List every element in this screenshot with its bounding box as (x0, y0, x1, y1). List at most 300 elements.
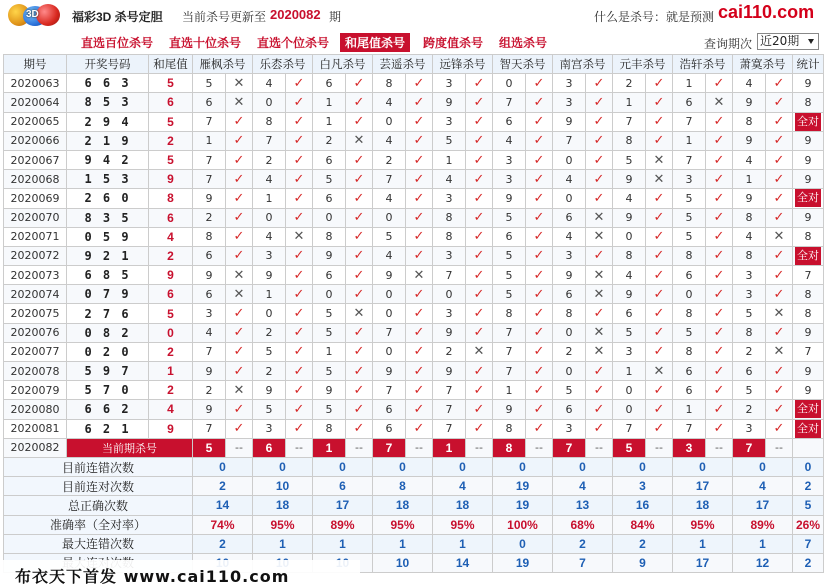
kill-value-cell: 8 (613, 246, 646, 265)
kill-value-cell: 5 (253, 342, 286, 361)
cross-icon: ✕ (586, 285, 613, 304)
table-row (4, 381, 824, 400)
kill-value-cell: 2 (193, 208, 226, 227)
header-row (4, 55, 824, 74)
kill-value-cell: 7 (373, 170, 406, 189)
tab-bar (0, 30, 824, 54)
kill-value-cell: 9 (733, 131, 766, 150)
check-icon: ✓ (286, 304, 313, 323)
current-kill-dash: -- (766, 438, 793, 457)
stats-value: 68% (553, 515, 613, 534)
check-icon: ✓ (526, 266, 553, 285)
check-icon: ✓ (526, 170, 553, 189)
kill-value-cell: 0 (253, 93, 286, 112)
kill-value-cell: 9 (193, 400, 226, 419)
kill-value-cell: 2 (193, 381, 226, 400)
draw-number-cell: 6 8 5 (67, 266, 149, 285)
tab-tens-kill[interactable]: 直选十位杀号 (169, 36, 242, 50)
kill-value-cell: 8 (493, 419, 526, 438)
stat-count-cell: 8 (793, 93, 824, 112)
kill-value-cell: 3 (253, 419, 286, 438)
check-icon: ✓ (346, 208, 373, 227)
check-icon: ✓ (466, 246, 493, 265)
check-icon: ✓ (466, 74, 493, 93)
column-header: 白凡杀号 (313, 55, 373, 74)
kill-value-cell: 5 (673, 323, 706, 342)
kill-value-cell: 9 (253, 381, 286, 400)
kill-value-cell: 2 (373, 150, 406, 169)
stat-count-cell (793, 189, 824, 208)
draw-number-cell: 0 8 2 (67, 323, 149, 342)
check-icon: ✓ (466, 400, 493, 419)
period-cell: 2020077 (4, 342, 67, 361)
stat-count-cell (793, 419, 824, 438)
table-row (4, 266, 824, 285)
check-icon: ✓ (466, 131, 493, 150)
current-kill-label: 当前期杀号 (67, 438, 193, 457)
check-icon: ✓ (346, 170, 373, 189)
check-icon: ✓ (766, 400, 793, 419)
stats-value: 14 (193, 496, 253, 515)
check-icon: ✓ (586, 419, 613, 438)
check-icon: ✓ (586, 74, 613, 93)
check-icon: ✓ (766, 112, 793, 131)
stats-value: 74% (193, 515, 253, 534)
check-icon: ✓ (766, 131, 793, 150)
stat-count-cell: 9 (793, 74, 824, 93)
check-icon: ✓ (706, 342, 733, 361)
kill-value-cell: 7 (673, 112, 706, 131)
sum-tail-cell: 6 (149, 285, 193, 304)
kill-value-cell: 0 (253, 304, 286, 323)
table-row (4, 419, 824, 438)
check-icon: ✓ (586, 150, 613, 169)
sum-tail-cell: 2 (149, 381, 193, 400)
stats-value: 18 (253, 496, 313, 515)
sum-tail-cell: 9 (149, 419, 193, 438)
kill-value-cell: 6 (673, 93, 706, 112)
all-correct-badge: 全对 (795, 113, 821, 131)
current-kill-dash: -- (706, 438, 733, 457)
stats-total: 2 (793, 553, 824, 572)
kill-value-cell: 5 (493, 266, 526, 285)
check-icon: ✓ (586, 112, 613, 131)
period-select-value: 近20期 (760, 34, 800, 48)
check-icon: ✓ (286, 419, 313, 438)
kill-value-cell: 7 (673, 419, 706, 438)
period-cell: 2020065 (4, 112, 67, 131)
check-icon: ✓ (226, 227, 253, 246)
stats-row (4, 515, 824, 534)
cross-icon: ✕ (646, 362, 673, 381)
stats-value: 0 (253, 457, 313, 476)
table-row (4, 74, 824, 93)
current-period-cell: 2020082 (4, 438, 67, 457)
stat-count-cell: 8 (793, 227, 824, 246)
kill-value-cell: 5 (313, 400, 346, 419)
check-icon: ✓ (406, 227, 433, 246)
stat-count-cell (793, 246, 824, 265)
draw-number-cell: 6 6 3 (67, 74, 149, 93)
kill-value-cell: 6 (313, 266, 346, 285)
check-icon: ✓ (406, 285, 433, 304)
kill-value-cell: 0 (613, 381, 646, 400)
current-kill-value: 5 (613, 438, 646, 457)
current-stat-cell (793, 438, 824, 457)
kill-value-cell: 4 (373, 189, 406, 208)
stat-count-cell: 9 (793, 150, 824, 169)
stat-count-cell: 8 (793, 285, 824, 304)
check-icon: ✓ (406, 74, 433, 93)
draw-number-cell: 8 5 3 (67, 93, 149, 112)
table-row (4, 227, 824, 246)
current-kill-value: 6 (253, 438, 286, 457)
check-icon: ✓ (586, 131, 613, 150)
check-icon: ✓ (766, 74, 793, 93)
check-icon: ✓ (706, 150, 733, 169)
kill-value-cell: 7 (193, 150, 226, 169)
check-icon: ✓ (526, 304, 553, 323)
sum-tail-cell: 6 (149, 208, 193, 227)
period-cell: 2020073 (4, 266, 67, 285)
tab-hundreds-kill[interactable]: 直选百位杀号 (81, 36, 154, 50)
check-icon: ✓ (646, 285, 673, 304)
stats-total: 0 (793, 457, 824, 476)
stats-value: 0 (193, 457, 253, 476)
all-correct-badge: 全对 (795, 247, 821, 265)
kill-number-table (3, 54, 824, 573)
kill-value-cell: 2 (433, 342, 466, 361)
draw-number-cell: 6 6 2 (67, 400, 149, 419)
kill-value-cell: 0 (373, 342, 406, 361)
kill-value-cell: 5 (313, 362, 346, 381)
kill-value-cell: 9 (493, 189, 526, 208)
cross-icon: ✕ (346, 131, 373, 150)
period-cell: 2020067 (4, 150, 67, 169)
kill-value-cell: 1 (733, 170, 766, 189)
check-icon: ✓ (586, 381, 613, 400)
kill-value-cell: 2 (613, 74, 646, 93)
cross-icon: ✕ (226, 74, 253, 93)
check-icon: ✓ (466, 208, 493, 227)
check-icon: ✓ (346, 93, 373, 112)
kill-value-cell: 0 (553, 323, 586, 342)
all-correct-badge: 全对 (795, 400, 821, 418)
kill-value-cell: 9 (553, 112, 586, 131)
check-icon: ✓ (226, 112, 253, 131)
kill-value-cell: 5 (733, 304, 766, 323)
kill-value-cell: 7 (613, 419, 646, 438)
check-icon: ✓ (646, 131, 673, 150)
stat-count-cell: 7 (793, 266, 824, 285)
check-icon: ✓ (406, 342, 433, 361)
check-icon: ✓ (466, 304, 493, 323)
table-row (4, 93, 824, 112)
stats-value: 7 (553, 553, 613, 572)
kill-value-cell: 4 (493, 131, 526, 150)
tab-units-kill[interactable]: 直选个位杀号 (257, 36, 330, 50)
check-icon: ✓ (286, 362, 313, 381)
current-kill-dash: -- (646, 438, 673, 457)
stats-value: 1 (253, 534, 313, 553)
check-icon: ✓ (646, 189, 673, 208)
stats-total: 7 (793, 534, 824, 553)
check-icon: ✓ (526, 131, 553, 150)
stats-value: 19 (493, 496, 553, 515)
kill-value-cell: 7 (193, 170, 226, 189)
check-icon: ✓ (226, 170, 253, 189)
stats-value: 6 (313, 477, 373, 496)
current-kill-value: 7 (553, 438, 586, 457)
stats-value: 89% (313, 515, 373, 534)
cross-icon: ✕ (766, 227, 793, 246)
check-icon: ✓ (766, 381, 793, 400)
kill-value-cell: 8 (733, 323, 766, 342)
check-icon: ✓ (766, 189, 793, 208)
check-icon: ✓ (286, 189, 313, 208)
current-kill-value: 7 (373, 438, 406, 457)
period-cell: 2020072 (4, 246, 67, 265)
query-label: 查询期次 (704, 37, 753, 51)
check-icon: ✓ (466, 381, 493, 400)
period-cell: 2020068 (4, 170, 67, 189)
check-icon: ✓ (466, 170, 493, 189)
kill-value-cell: 6 (373, 419, 406, 438)
help-text: 什么是杀号：就是预测 (594, 10, 715, 24)
kill-value-cell: 5 (313, 304, 346, 323)
stats-label: 总正确次数 (4, 496, 193, 515)
kill-value-cell: 5 (673, 208, 706, 227)
stats-value: 0 (733, 457, 793, 476)
stats-value: 17 (673, 477, 733, 496)
current-kill-dash: -- (226, 438, 253, 457)
kill-value-cell: 3 (433, 304, 466, 323)
check-icon: ✓ (346, 227, 373, 246)
sum-tail-cell: 5 (149, 304, 193, 323)
tab-group-kill[interactable]: 组选杀号 (499, 36, 548, 50)
table-row (4, 304, 824, 323)
period-cell: 2020076 (4, 323, 67, 342)
kill-value-cell: 7 (433, 266, 466, 285)
stats-row (4, 496, 824, 515)
check-icon: ✓ (706, 266, 733, 285)
check-icon: ✓ (646, 246, 673, 265)
stat-count-cell: 9 (793, 170, 824, 189)
kill-value-cell: 3 (253, 246, 286, 265)
tab-span-kill[interactable]: 跨度值杀号 (423, 36, 484, 50)
check-icon: ✓ (286, 131, 313, 150)
stats-value: 16 (613, 496, 673, 515)
table-row (4, 150, 824, 169)
check-icon: ✓ (646, 208, 673, 227)
kill-value-cell: 3 (433, 246, 466, 265)
check-icon: ✓ (406, 208, 433, 227)
column-header: 远锋杀号 (433, 55, 493, 74)
kill-value-cell: 5 (733, 381, 766, 400)
kill-value-cell: 0 (253, 208, 286, 227)
check-icon: ✓ (226, 362, 253, 381)
draw-number-cell: 2 9 4 (67, 112, 149, 131)
draw-number-cell: 1 5 3 (67, 170, 149, 189)
stats-value: 95% (373, 515, 433, 534)
column-header: 雁枫杀号 (193, 55, 253, 74)
kill-value-cell: 5 (193, 74, 226, 93)
check-icon: ✓ (346, 266, 373, 285)
stats-value: 95% (673, 515, 733, 534)
check-icon: ✓ (286, 208, 313, 227)
draw-number-cell: 0 7 9 (67, 285, 149, 304)
kill-value-cell: 3 (673, 170, 706, 189)
chevron-down-icon (808, 39, 814, 44)
period-cell: 2020081 (4, 419, 67, 438)
kill-value-cell: 9 (253, 266, 286, 285)
kill-value-cell: 4 (373, 93, 406, 112)
cross-icon: ✕ (586, 342, 613, 361)
table-row (4, 208, 824, 227)
kill-value-cell: 7 (613, 112, 646, 131)
stats-value: 84% (613, 515, 673, 534)
check-icon: ✓ (346, 381, 373, 400)
check-icon: ✓ (286, 74, 313, 93)
kill-value-cell: 0 (373, 304, 406, 323)
kill-value-cell: 2 (253, 362, 286, 381)
check-icon: ✓ (646, 342, 673, 361)
kill-value-cell: 6 (313, 150, 346, 169)
period-cell: 2020066 (4, 131, 67, 150)
kill-value-cell: 9 (733, 189, 766, 208)
check-icon: ✓ (226, 400, 253, 419)
kill-value-cell: 1 (193, 131, 226, 150)
check-icon: ✓ (766, 419, 793, 438)
kill-value-cell: 8 (253, 112, 286, 131)
kill-value-cell: 7 (493, 323, 526, 342)
kill-value-cell: 8 (733, 208, 766, 227)
kill-value-cell: 5 (493, 285, 526, 304)
kill-value-cell: 3 (613, 342, 646, 361)
kill-value-cell: 9 (493, 400, 526, 419)
kill-value-cell: 1 (253, 285, 286, 304)
kill-value-cell: 5 (553, 381, 586, 400)
kill-value-cell: 4 (373, 131, 406, 150)
kill-value-cell: 3 (733, 266, 766, 285)
kill-value-cell: 0 (613, 227, 646, 246)
kill-value-cell: 1 (613, 93, 646, 112)
kill-value-cell: 5 (613, 150, 646, 169)
cross-icon: ✕ (766, 342, 793, 361)
current-kill-dash: -- (406, 438, 433, 457)
check-icon: ✓ (706, 74, 733, 93)
cross-icon: ✕ (646, 170, 673, 189)
check-icon: ✓ (406, 381, 433, 400)
period-select[interactable] (757, 33, 819, 50)
check-icon: ✓ (346, 419, 373, 438)
stats-value: 19 (493, 553, 553, 572)
draw-number-cell: 0 5 9 (67, 227, 149, 246)
stats-value: 1 (433, 534, 493, 553)
kill-value-cell: 7 (433, 381, 466, 400)
check-icon: ✓ (526, 189, 553, 208)
check-icon: ✓ (286, 381, 313, 400)
kill-value-cell: 5 (493, 246, 526, 265)
logo (6, 3, 64, 27)
sum-tail-cell: 5 (149, 74, 193, 93)
stats-label: 最大连错次数 (4, 534, 193, 553)
check-icon: ✓ (586, 362, 613, 381)
kill-value-cell: 9 (613, 208, 646, 227)
kill-value-cell: 3 (433, 189, 466, 208)
stat-count-cell: 9 (793, 323, 824, 342)
check-icon: ✓ (646, 112, 673, 131)
check-icon: ✓ (706, 419, 733, 438)
kill-value-cell: 2 (313, 131, 346, 150)
check-icon: ✓ (346, 323, 373, 342)
kill-value-cell: 8 (673, 304, 706, 323)
stats-value: 1 (373, 534, 433, 553)
check-icon: ✓ (466, 189, 493, 208)
table-row (4, 400, 824, 419)
kill-value-cell: 7 (433, 419, 466, 438)
check-icon: ✓ (706, 227, 733, 246)
check-icon: ✓ (646, 74, 673, 93)
tab-sum-tail-kill[interactable]: 和尾值杀号 (340, 33, 410, 52)
draw-number-cell: 2 6 0 (67, 189, 149, 208)
kill-value-cell: 4 (253, 74, 286, 93)
kill-value-cell: 4 (253, 170, 286, 189)
kill-value-cell: 8 (313, 419, 346, 438)
check-icon: ✓ (286, 342, 313, 361)
check-icon: ✓ (766, 362, 793, 381)
kill-value-cell: 0 (313, 208, 346, 227)
kill-value-cell: 0 (673, 285, 706, 304)
kill-value-cell: 7 (253, 131, 286, 150)
kill-value-cell: 2 (553, 342, 586, 361)
current-kill-value: 8 (493, 438, 526, 457)
kill-value-cell: 0 (373, 285, 406, 304)
kill-value-cell: 5 (493, 208, 526, 227)
kill-value-cell: 9 (193, 266, 226, 285)
kill-value-cell: 7 (193, 112, 226, 131)
stats-value: 0 (613, 457, 673, 476)
kill-value-cell: 8 (733, 112, 766, 131)
cross-icon: ✕ (586, 266, 613, 285)
current-kill-value: 7 (733, 438, 766, 457)
check-icon: ✓ (646, 381, 673, 400)
kill-value-cell: 7 (193, 419, 226, 438)
kill-value-cell: 1 (253, 189, 286, 208)
table-row (4, 170, 824, 189)
kill-value-cell: 6 (613, 304, 646, 323)
check-icon: ✓ (226, 246, 253, 265)
sum-tail-cell: 2 (149, 246, 193, 265)
site-brand[interactable]: cai110.com (718, 2, 815, 22)
check-icon: ✓ (586, 170, 613, 189)
check-icon: ✓ (406, 419, 433, 438)
check-icon: ✓ (406, 246, 433, 265)
kill-value-cell: 8 (673, 246, 706, 265)
kill-value-cell: 9 (553, 266, 586, 285)
kill-value-cell: 9 (193, 189, 226, 208)
current-kill-dash: -- (526, 438, 553, 457)
check-icon: ✓ (466, 112, 493, 131)
cross-icon: ✕ (646, 150, 673, 169)
check-icon: ✓ (286, 246, 313, 265)
logo-ball-red (36, 4, 60, 26)
kill-value-cell: 6 (553, 285, 586, 304)
kill-value-cell: 0 (613, 400, 646, 419)
kill-value-cell: 3 (733, 285, 766, 304)
sum-tail-cell: 1 (149, 362, 193, 381)
period-cell: 2020080 (4, 400, 67, 419)
